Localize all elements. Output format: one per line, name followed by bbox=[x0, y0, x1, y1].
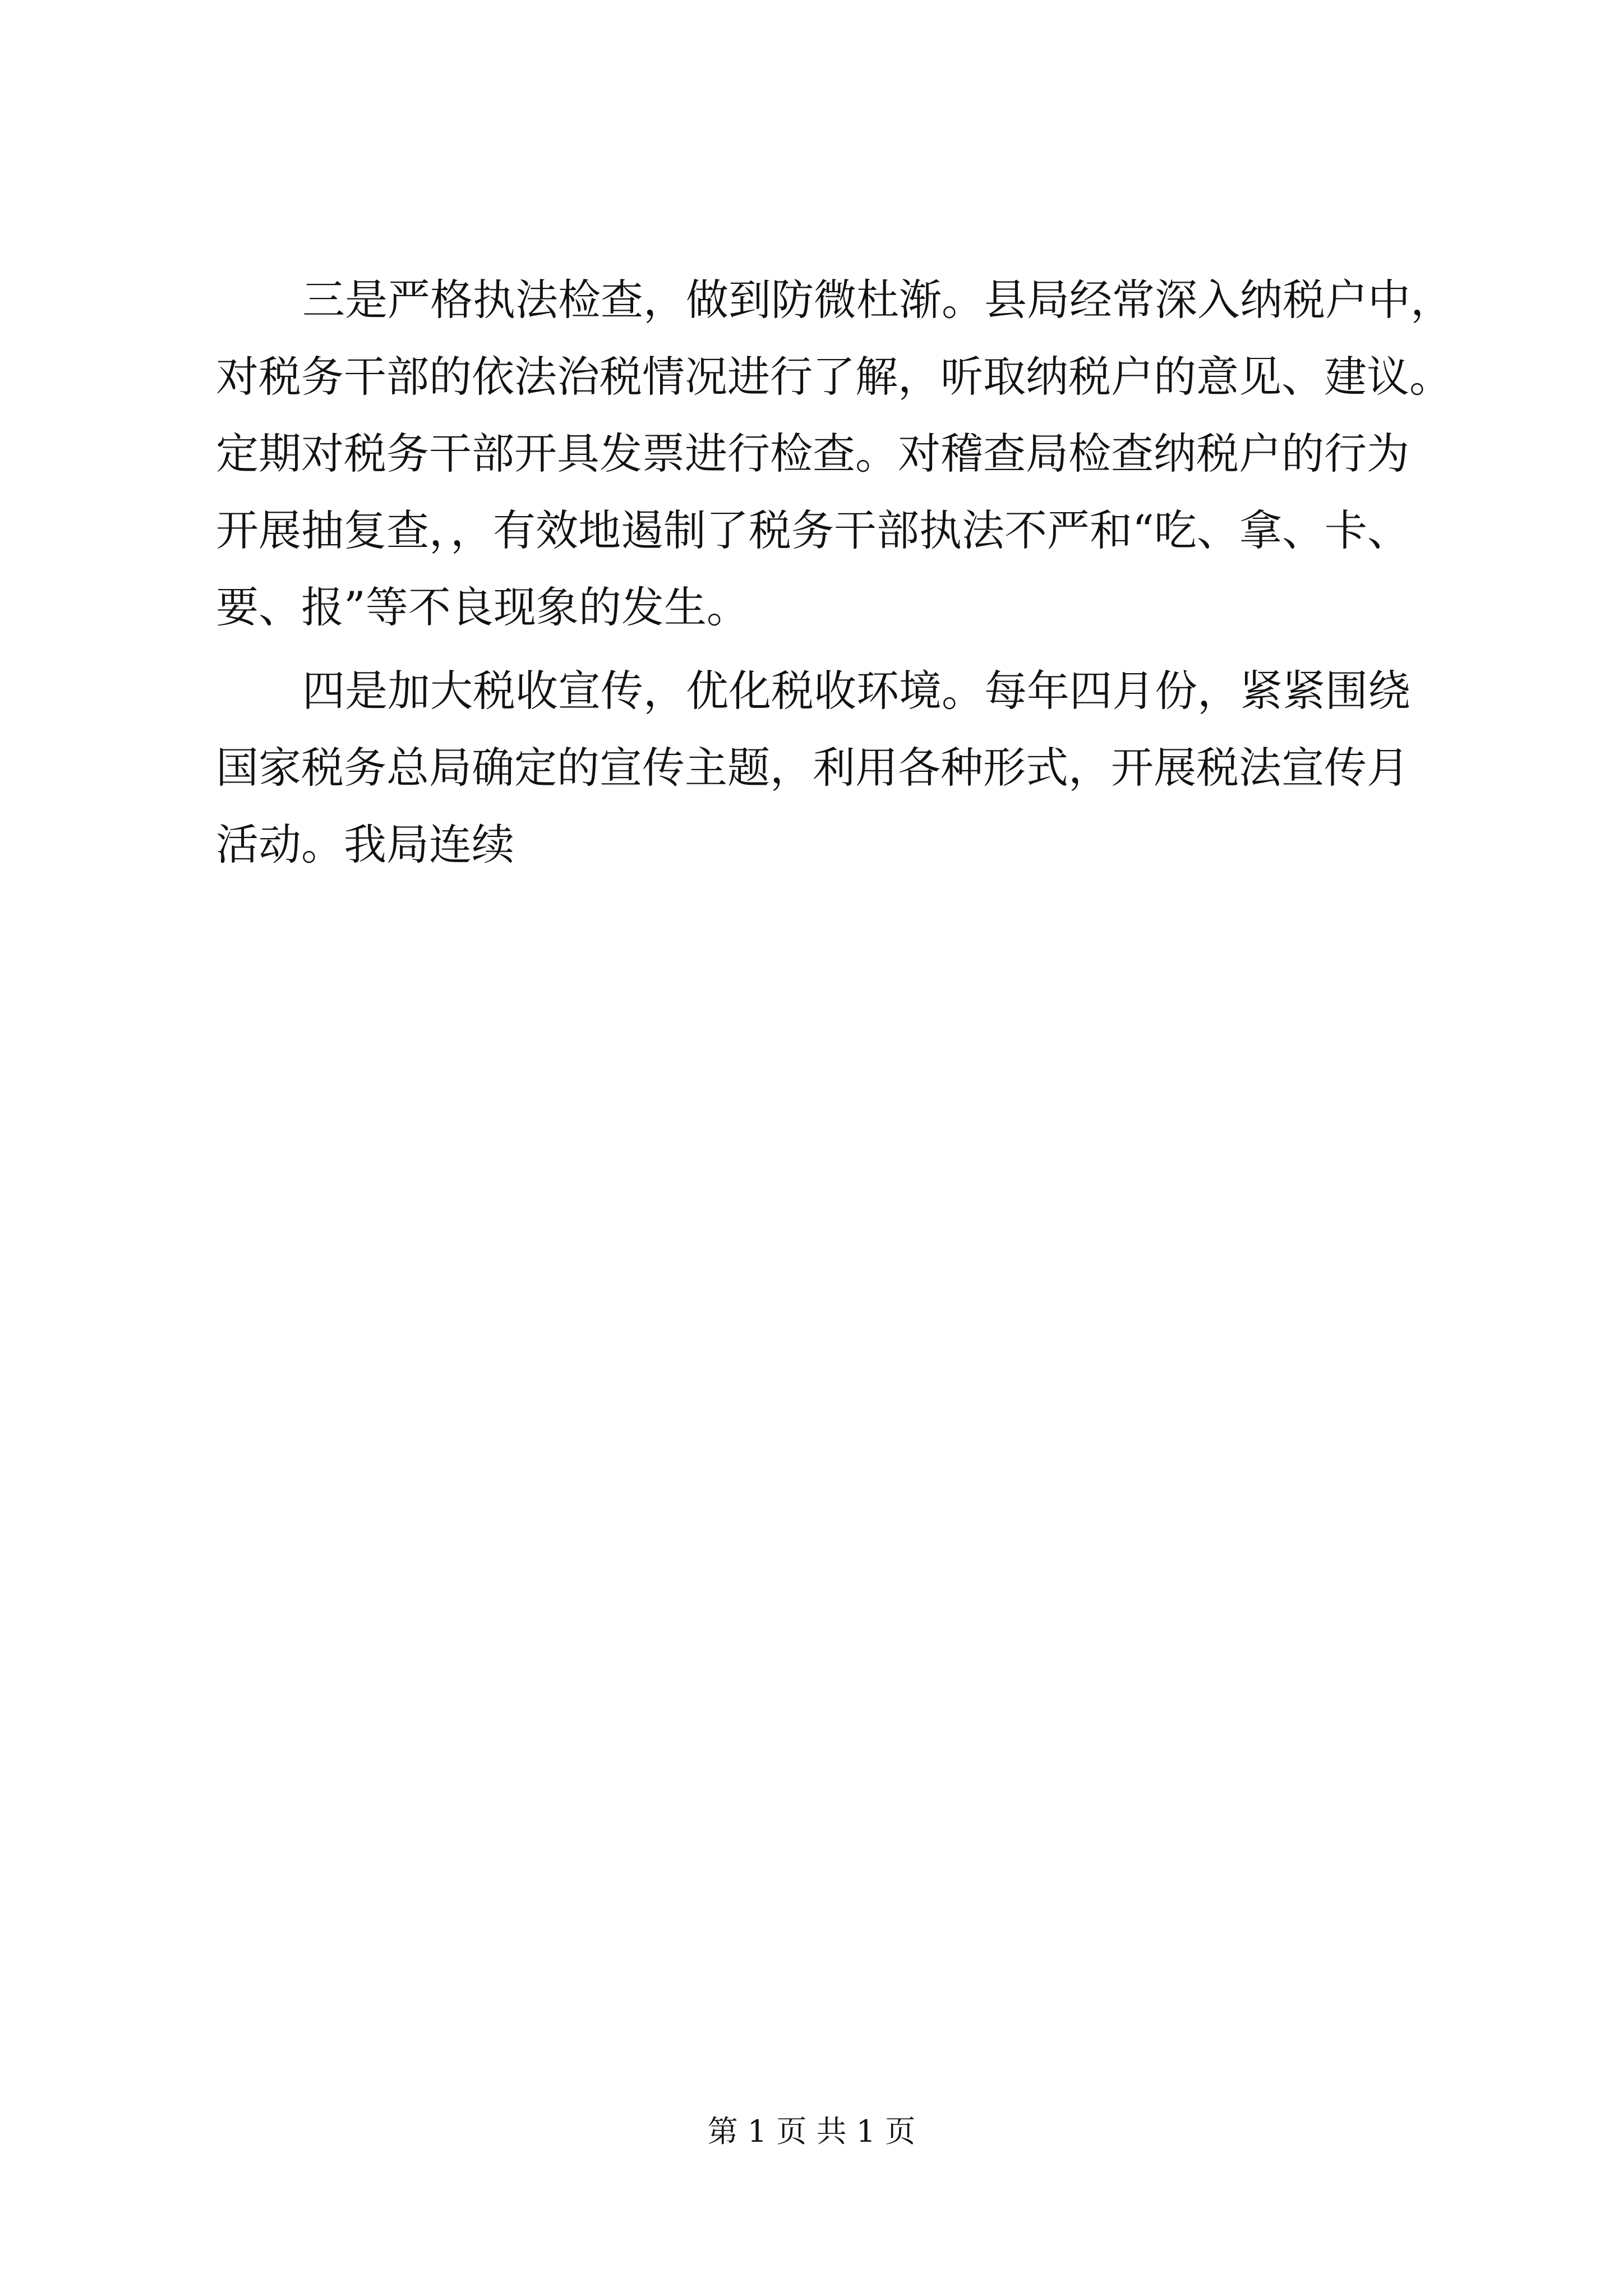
paragraph-1-line-3: 定期对税务干部开具发票进行检查。对稽查局检查纳税户的行为 bbox=[216, 429, 1409, 478]
paragraph-2-line-3: 活动。我局连续 bbox=[216, 820, 514, 869]
paragraph-2-line-2: 国家税务总局确定的宣传主题，利用各种形式，开展税法宣传月 bbox=[216, 743, 1409, 793]
paragraph-1-line-2: 对税务干部的依法治税情况进行了解，听取纳税户的意见、建议。 bbox=[216, 352, 1452, 402]
paragraph-1-line-5: 要、报”等不良现象的发生。 bbox=[216, 582, 749, 632]
page-footer: 第 1 页 共 1 页 bbox=[707, 2114, 916, 2149]
paragraph-1-line-1: 三是严格执法检查，做到防微杜渐。县局经常深入纳税户中， bbox=[302, 275, 1453, 325]
paragraph-1-line-4: 开展抽复查，，有效地遏制了税务干部执法不严和“吃、拿、卡、 bbox=[216, 505, 1410, 555]
paragraph-2-line-1: 四是加大税收宣传，优化税收环境。每年四月份，紧紧围绕 bbox=[302, 666, 1410, 716]
